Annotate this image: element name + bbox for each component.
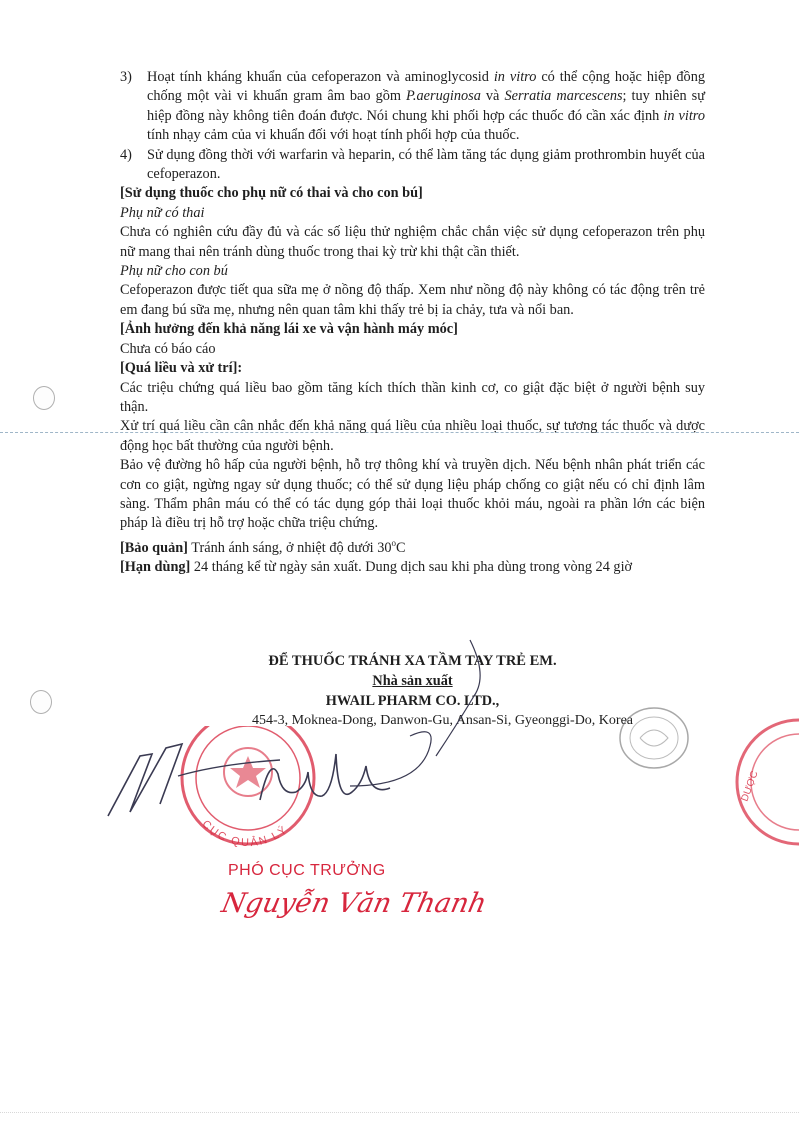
paragraph: Cefoperazon được tiết qua sữa mẹ ở nồng độ thấp. Xem như nồng độ này không có tác động trên trẻ em đang bú sữa mẹ, nhưng nên quan tâm khi thấy trẻ bị ỉa chảy, tưa và nổi ban. <box>120 282 705 318</box>
child-warning: ĐỂ THUỐC TRÁNH XA TẦM TAY TRẺ EM. <box>268 653 557 669</box>
italic-term: Serratia marcescens <box>504 88 623 105</box>
list-item <box>120 146 705 185</box>
shelf-life-text: 24 tháng kể từ ngày sản xuất. Dung dịch sau khi pha dùng trong vòng 24 giờ <box>190 558 633 575</box>
manufacturer-name: HWAIL PHARM CO. LTD., <box>325 693 500 709</box>
punch-hole-bottom <box>30 690 52 714</box>
manufacturer-address: 454-3, Moknea-Dong, Danwon-Gu, Ansan-Si, Gyeonggi-Do, Korea <box>251 713 634 728</box>
text-run: ; tuy nhiên sự hiệp đồng này không tiên đoán được. Nói chung khi phối hợp các thuốc đó cần xác định <box>147 88 705 124</box>
italic-term: in vitro <box>493 69 537 85</box>
degree-sign: o <box>391 537 397 548</box>
text-run: Hoạt tính kháng khuẩn của cefoperazon và aminoglycosid <box>147 69 494 85</box>
storage-line <box>120 534 705 558</box>
paragraph: Bảo vệ đường hô hấp của người bệnh, hỗ trợ thông khí và truyền dịch. Nếu bệnh nhân phát triển các cơn co giật, ngừng ngay sử dụng thuốc; có thể sử dụng liệu pháp chống co giật nếu có chỉ định lâm sàng. Thẩm phân máu có thể có tác dụng góp thải loại thuốc khỏi máu, ngoài ra phần lớn các biện pháp là điều trị hỗ trợ hoặc chữa triệu chứng. <box>120 457 705 532</box>
deputy-director-name: Nguyễn Văn Thanh <box>218 888 490 919</box>
paragraph: Các triệu chứng quá liều bao gồm tăng kích thích thần kinh cơ, co giật đặc biệt ở người bệnh suy thận. <box>120 379 705 415</box>
storage-unit: C <box>396 539 406 556</box>
italic-term: P.aeruginosa <box>406 88 481 105</box>
company-seal <box>612 700 696 776</box>
page-bottom-line <box>0 1112 799 1113</box>
section-heading-overdose: [Quá liều và xử trí]: <box>120 360 243 377</box>
shelf-life-label: [Hạn dùng] <box>120 558 191 575</box>
seal-bottom-text: CỤC QUẢN LÝ <box>199 818 291 848</box>
handwritten-signature <box>100 636 600 836</box>
italic-term: in vitro <box>663 107 705 124</box>
paragraph: Chưa có báo cáo <box>120 340 216 357</box>
storage-label: [Bảo quản] <box>120 539 188 556</box>
right-seal <box>725 712 799 852</box>
list-item <box>120 68 705 146</box>
subheading-pregnant: Phụ nữ có thai <box>120 204 205 221</box>
document-body <box>120 68 705 577</box>
text-run: và <box>480 88 505 105</box>
text-run: tính nhạy cảm của vi khuẩn đối với hoạt tính phối hợp của thuốc. <box>147 127 520 144</box>
paragraph: Xử trí quá liều cần cân nhắc đến khả năng quá liều của nhiều loại thuốc, sự tương tác thuốc và dược động học bất thường của người bệnh. <box>120 418 705 454</box>
section-heading-pregnancy: [Sử dụng thuốc cho phụ nữ có thai và cho con bú] <box>120 185 423 202</box>
text-run: Sử dụng đồng thời với warfarin và heparin, có thể làm tăng tác dụng giảm prothrombin huyết của cefoperazon. <box>147 146 705 183</box>
section-heading-driving: [Ảnh hưởng đến khả năng lái xe và vận hành máy móc] <box>120 321 458 338</box>
storage-text: Tránh ánh sáng, ở nhiệt độ dưới 30 <box>187 539 392 556</box>
text-run: có thể cộng hoặc hiệp đồng chống một vài vi khuẩn gram âm bao gồm <box>147 69 705 105</box>
punch-hole-top <box>33 386 55 410</box>
deputy-director-title: PHÓ CỤC TRƯỞNG <box>228 862 386 879</box>
subheading-breastfeeding: Phụ nữ cho con bú <box>120 263 228 280</box>
manufacturer-label: Nhà sản xuất <box>372 673 453 689</box>
paragraph: Chưa có nghiên cứu đầy đủ và các số liệu thử nghiệm chắc chắn việc sử dụng cefoperazon trên phụ nữ mang thai nên tránh dùng thuốc trong thai kỳ trừ khi thật cần thiết. <box>120 224 705 260</box>
list-number: 4) <box>120 146 132 163</box>
shelf-life-line <box>120 558 705 577</box>
right-seal-text: DƯỢC <box>739 769 761 804</box>
list-number: 3) <box>120 69 132 85</box>
